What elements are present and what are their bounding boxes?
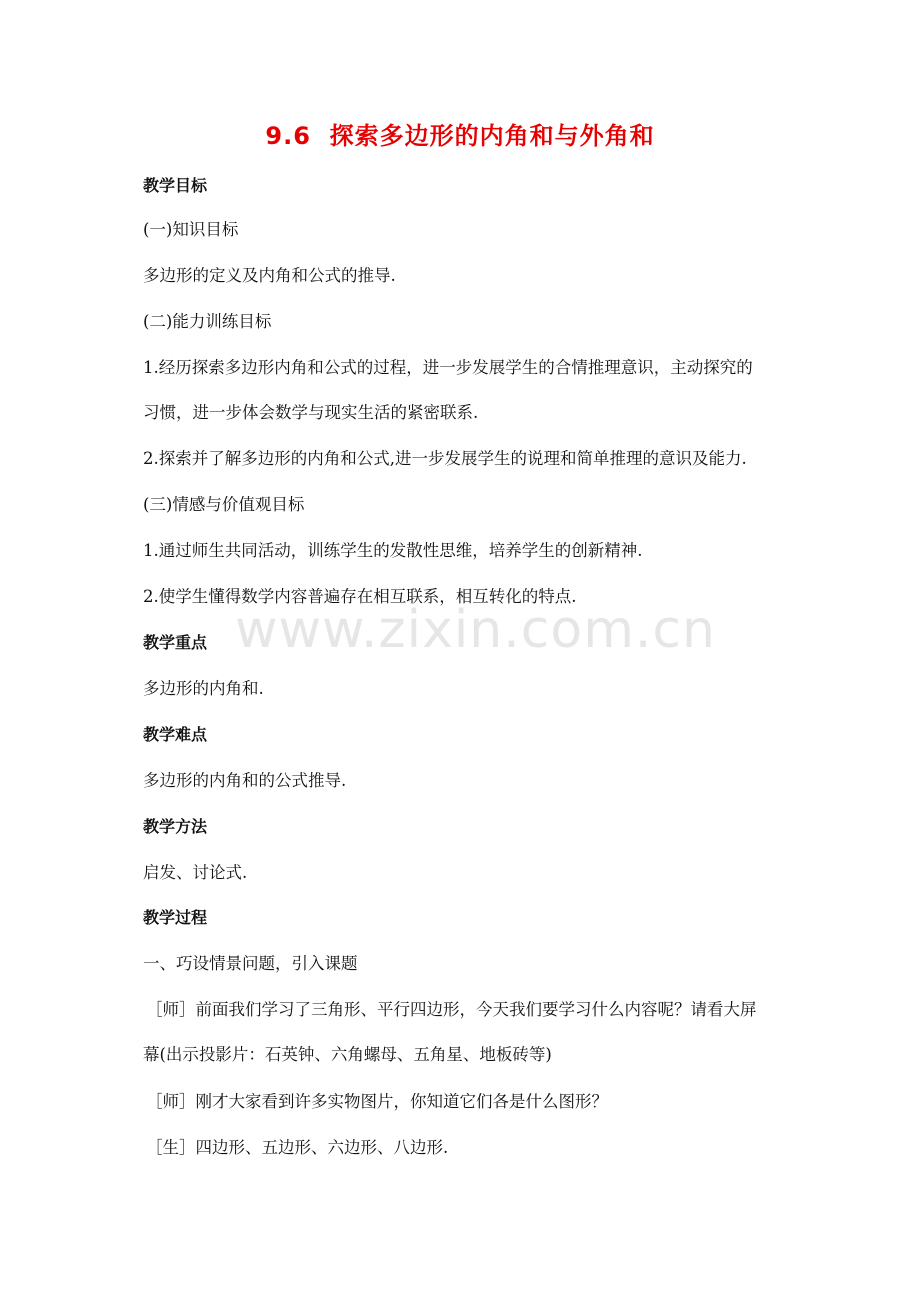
section-heading-process: 教学过程 xyxy=(143,908,208,927)
paragraph: 多边形的内角和的公式推导. xyxy=(143,771,347,790)
paragraph: 2.探索并了解多边形的内角和公式,进一步发展学生的说理和简单推理的意识及能力. xyxy=(143,449,747,468)
dialogue-line: ［师］前面我们学习了三角形、平行四边形，今天我们要学习什么内容呢？请看大屏 xyxy=(146,1000,757,1019)
paragraph: 1.经历探索多边形内角和公式的过程，进一步发展学生的合情推理意识，主动探究的 xyxy=(143,358,753,377)
paragraph: 多边形的内角和. xyxy=(143,679,264,698)
subsection-ability-objectives: (二)能力训练目标 xyxy=(143,312,272,331)
paragraph: 1.通过师生共同活动，训练学生的发散性思维，培养学生的创新精神. xyxy=(143,541,643,560)
dialogue-line: ［生］四边形、五边形、六边形、八边形. xyxy=(146,1138,449,1157)
paragraph: 一、巧设情景问题，引入课题 xyxy=(143,954,358,973)
section-heading-difficulties: 教学难点 xyxy=(143,725,208,744)
paragraph: 多边形的定义及内角和公式的推导. xyxy=(143,266,396,285)
section-heading-key-points: 教学重点 xyxy=(143,633,208,652)
section-heading-methods: 教学方法 xyxy=(143,817,208,836)
dialogue-continuation: 幕(出示投影片：石英钟、六角螺母、五角星、地板砖等) xyxy=(143,1045,552,1064)
section-heading-objectives: 教学目标 xyxy=(143,176,208,195)
paragraph: 启发、讨论式. xyxy=(143,863,248,882)
document-title: 9.6 探索多边形的内角和与外角和 xyxy=(265,122,655,150)
watermark: www.zixin.com.cn xyxy=(235,600,716,660)
paragraph: 2.使学生懂得数学内容普遍存在相互联系，相互转化的特点. xyxy=(143,587,577,606)
subsection-knowledge-objectives: (一)知识目标 xyxy=(143,220,239,239)
dialogue-line: ［师］刚才大家看到许多实物图片，你知道它们各是什么图形？ xyxy=(146,1092,608,1111)
paragraph: 习惯，进一步体会数学与现实生活的紧密联系. xyxy=(143,403,479,422)
subsection-emotion-objectives: (三)情感与价值观目标 xyxy=(143,495,305,514)
